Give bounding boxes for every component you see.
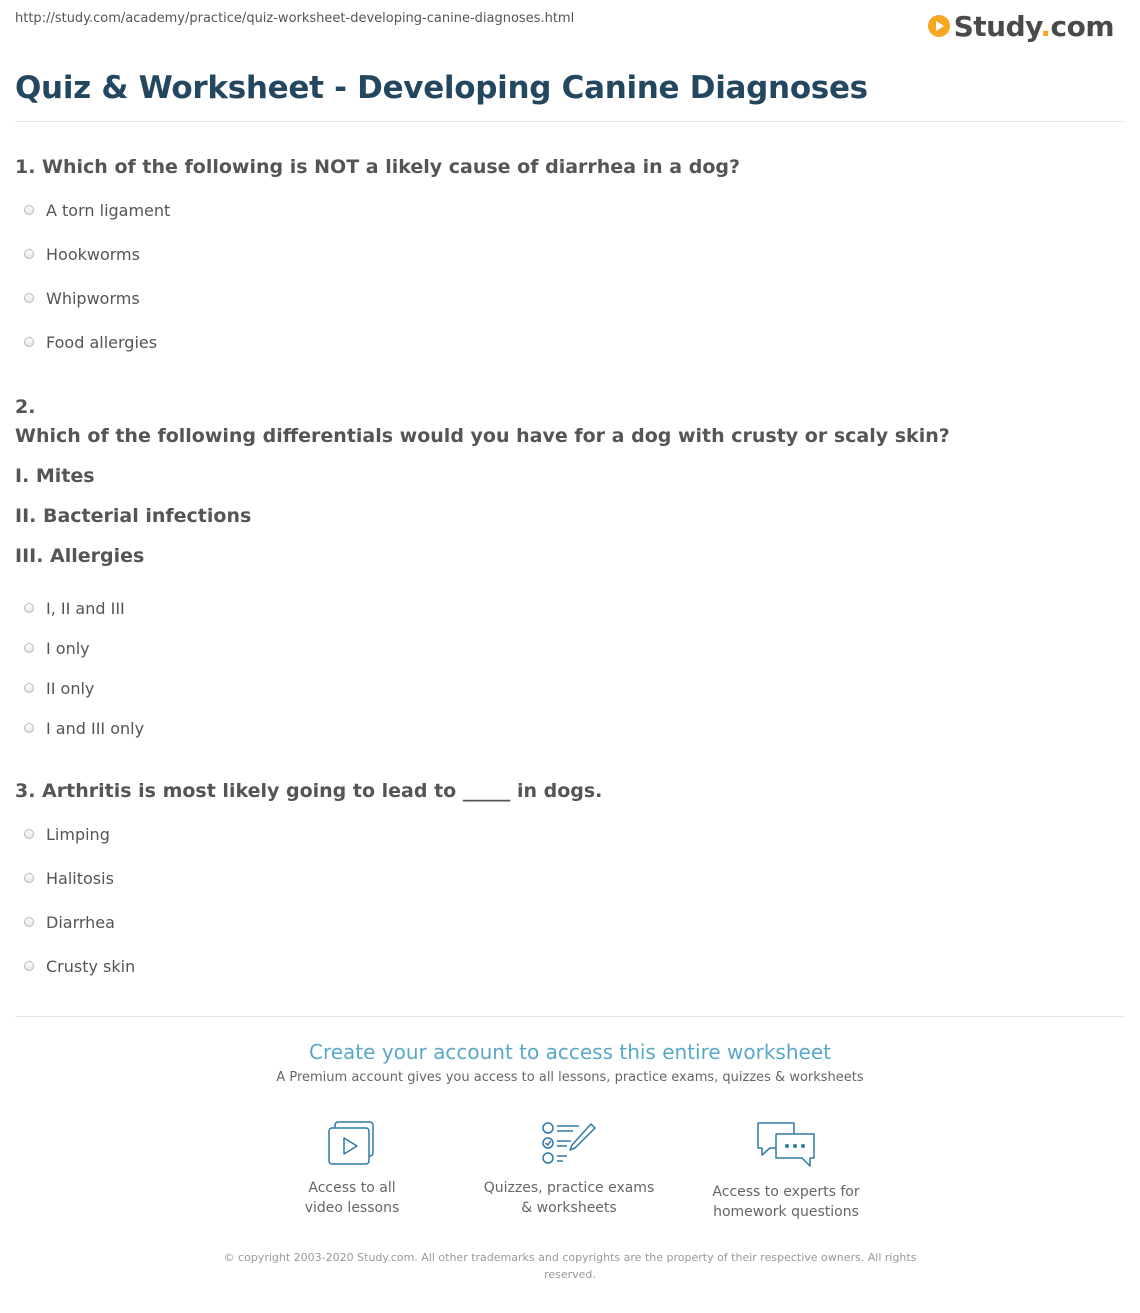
q2-option-3[interactable] bbox=[24, 676, 94, 700]
q2-option-2[interactable] bbox=[24, 636, 90, 660]
cta-title[interactable]: Create your account to access this entire worksheet bbox=[309, 1040, 831, 1064]
option-label: Halitosis bbox=[46, 868, 114, 888]
radio-button[interactable] bbox=[24, 961, 34, 971]
q1-option-4[interactable] bbox=[24, 330, 157, 354]
logo-text: Study.com bbox=[953, 9, 1114, 43]
option-label: I and III only bbox=[46, 718, 145, 738]
page-url: http://study.com/academy/practice/quiz-worksheet-developing-canine-diagnoses.html bbox=[15, 11, 575, 26]
q1-option-2[interactable] bbox=[24, 242, 140, 266]
cta-subtitle: A Premium account gives you access to all lessons, practice exams, quizzes & worksheets bbox=[276, 1070, 864, 1085]
question-2-statement-3: III. Allergies bbox=[15, 545, 145, 567]
feature-quizzes bbox=[479, 1120, 659, 1218]
feature-experts bbox=[696, 1120, 876, 1222]
radio-button[interactable] bbox=[24, 829, 34, 839]
radio-button[interactable] bbox=[24, 293, 34, 303]
radio-button[interactable] bbox=[24, 337, 34, 347]
option-label: I, II and III bbox=[46, 598, 125, 618]
q2-option-4[interactable] bbox=[24, 716, 144, 740]
study-logo[interactable] bbox=[928, 6, 1114, 46]
section-divider bbox=[15, 1016, 1125, 1017]
question-2-statement-2: II. Bacterial infections bbox=[15, 505, 252, 527]
top-bar bbox=[0, 0, 1140, 60]
expert-chat-icon bbox=[754, 1120, 818, 1170]
radio-button[interactable] bbox=[24, 249, 34, 259]
option-label: Hookworms bbox=[46, 244, 140, 264]
q3-option-4[interactable] bbox=[24, 954, 135, 978]
option-label: Food allergies bbox=[46, 332, 158, 352]
option-label: A torn ligament bbox=[46, 200, 171, 220]
feature-video-lessons bbox=[262, 1120, 442, 1218]
q1-option-1[interactable] bbox=[24, 198, 170, 222]
play-logo-icon bbox=[928, 15, 950, 37]
radio-button[interactable] bbox=[24, 603, 34, 613]
option-label: I only bbox=[46, 638, 90, 658]
option-label: Whipworms bbox=[46, 288, 140, 308]
question-2-text: Which of the following differentials would you have for a dog with crusty or scaly skin? bbox=[15, 425, 950, 447]
page-title: Quiz & Worksheet - Developing Canine Diagnoses bbox=[15, 70, 868, 106]
quiz-checklist-icon bbox=[541, 1120, 597, 1166]
option-label: Diarrhea bbox=[46, 912, 115, 932]
radio-button[interactable] bbox=[24, 683, 34, 693]
question-1-text: 1. Which of the following is NOT a likely cause of diarrhea in a dog? bbox=[15, 156, 740, 178]
question-2-statement-1: I. Mites bbox=[15, 465, 95, 487]
copyright-notice: © copyright 2003-2020 Study.com. All other trademarks and copyrights are the property of their respective owners. All rights reserved. bbox=[223, 1251, 917, 1281]
title-divider bbox=[15, 121, 1125, 122]
option-label: II only bbox=[46, 678, 95, 698]
radio-button[interactable] bbox=[24, 643, 34, 653]
feature-label: Access to all video lessons bbox=[304, 1180, 400, 1216]
option-label: Crusty skin bbox=[46, 956, 136, 976]
question-3-text: 3. Arthritis is most likely going to lead to _____ in dogs. bbox=[15, 780, 603, 802]
radio-button[interactable] bbox=[24, 205, 34, 215]
q3-option-2[interactable] bbox=[24, 866, 114, 890]
q3-option-1[interactable] bbox=[24, 822, 110, 846]
radio-button[interactable] bbox=[24, 873, 34, 883]
radio-button[interactable] bbox=[24, 917, 34, 927]
radio-button[interactable] bbox=[24, 723, 34, 733]
option-label: Limping bbox=[46, 824, 110, 844]
feature-label: Quizzes, practice exams & worksheets bbox=[483, 1180, 655, 1216]
question-2-number: 2. bbox=[15, 396, 36, 418]
feature-label: Access to experts for homework questions bbox=[712, 1184, 860, 1220]
q3-option-3[interactable] bbox=[24, 910, 115, 934]
video-lessons-icon bbox=[326, 1120, 378, 1166]
q2-option-1[interactable] bbox=[24, 596, 125, 620]
q1-option-3[interactable] bbox=[24, 286, 140, 310]
